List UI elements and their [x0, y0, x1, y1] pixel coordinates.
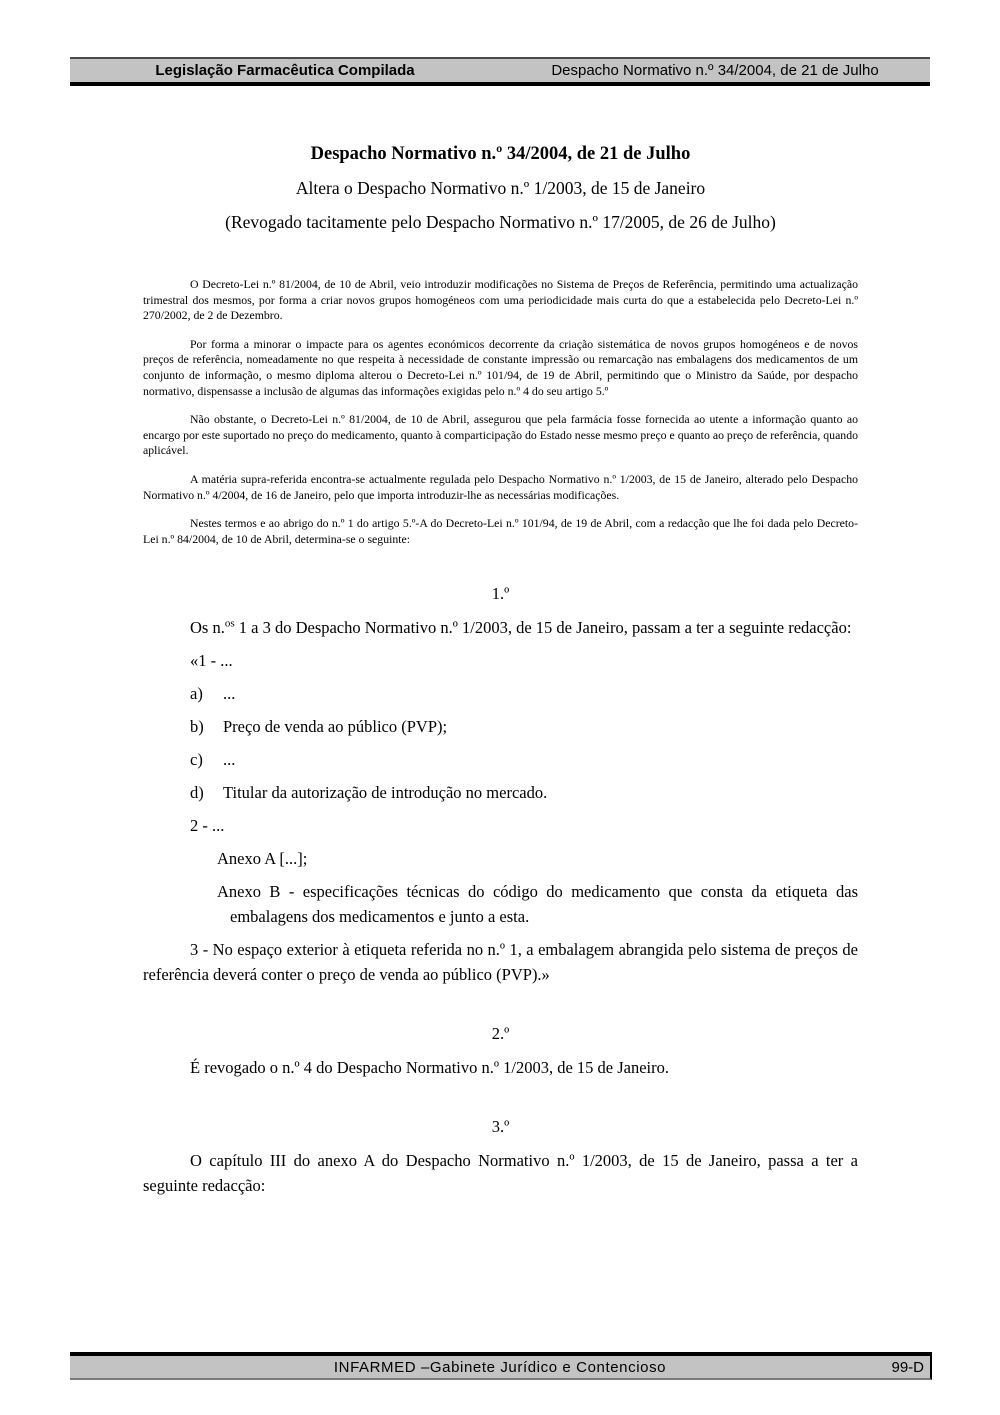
list-item-c	[190, 747, 858, 772]
revocation-note: (Revogado tacitamente pelo Despacho Normativo n.º 17/2005, de 26 de Julho)	[225, 212, 776, 232]
header-collection-title: Legislação Farmacêutica Compilada	[155, 62, 415, 79]
section-2-body: É revogado o n.º 4 do Despacho Normativo n.º 1/2003, de 15 de Janeiro.	[190, 1058, 669, 1078]
document-subtitle: Altera o Despacho Normativo n.º 1/2003, de 15 de Janeiro	[295, 178, 706, 198]
preamble-paragraph-1: O Decreto-Lei n.º 81/2004, de 10 de Abril, veio introduzir modificações no Sistema de Preços de Referência, permitindo uma actualização trimestral dos mesmos, por forma a criar novos grupos homogéneos com uma periodicidade mais curta do que a estabelecida pelo Decreto-Lei n.º 270/2002, de 2 de Dezembro.	[143, 277, 858, 323]
preamble-paragraph-5: Nestes termos e ao abrigo do n.º 1 do artigo 5.º-A do Decreto-Lei n.º 101/94, de 19 de Abril, com a redacção que lhe foi dada pelo Decreto-Lei n.º 84/2004, de 10 de Abril, determina-se o seguinte:	[143, 516, 858, 546]
list-item-b	[190, 714, 858, 739]
section-2-heading: 2.º	[491, 1024, 510, 1044]
section-1-intro-text-cont: 1 a 3 do Despacho Normativo n.º 1/2003, de 15 de Janeiro, passam a ter a seguinte redacção:	[234, 618, 852, 638]
list-item-letter: b)	[190, 717, 204, 737]
quoted-number-3: 3 - No espaço exterior à etiqueta referida no n.º 1, a embalagem abrangida pelo sistema de preços de referência deverá conter o preço de venda ao público (PVP).»	[143, 940, 858, 985]
list-item-letter: d)	[190, 783, 204, 803]
page-footer-bar	[70, 1352, 932, 1380]
preamble	[143, 277, 858, 547]
list-item-text: ...	[223, 750, 236, 770]
document-content	[143, 84, 858, 1198]
section-3-body: O capítulo III do anexo A do Despacho Normativo n.º 1/2003, de 15 de Janeiro, passa a ter a seguinte redacção:	[143, 1151, 858, 1196]
list-item-letter: c)	[190, 750, 203, 770]
list-item-d	[190, 780, 858, 805]
section-1-heading: 1.º	[491, 584, 510, 604]
header-document-reference: Despacho Normativo n.º 34/2004, de 21 de Julho	[551, 62, 879, 79]
anexo-a-line: Anexo A [...];	[217, 849, 308, 869]
section-3-heading: 3.º	[491, 1117, 510, 1137]
document-title: Despacho Normativo n.º 34/2004, de 21 de Julho	[310, 144, 691, 164]
section-1-intro	[143, 615, 858, 640]
quoted-number-1: «1 - ...	[190, 651, 233, 671]
section-1-intro-text: Os n.	[190, 618, 225, 638]
footer-page-number: 99-D	[891, 1358, 924, 1376]
list-item-text: Titular da autorização de introdução no mercado.	[223, 783, 548, 803]
preamble-paragraph-3: Não obstante, o Decreto-Lei n.º 81/2004, de 10 de Abril, assegurou que pela farmácia fosse fornecida ao utente a informação quanto ao encargo por este suportado no preço do medicamento, quanto à comparticipação do Estado nesse mesmo preço e quanto ao preço de referência, quando aplicável.	[143, 412, 858, 458]
footer-issuer: INFARMED –Gabinete Jurídico e Contencioso	[333, 1358, 667, 1376]
list-item-text: ...	[223, 684, 236, 704]
list-item-text: Preço de venda ao público (PVP);	[223, 717, 448, 737]
preamble-paragraph-2: Por forma a minorar o impacte para os agentes económicos decorrente da criação sistemática de novos grupos homogéneos e de novos preços de referência, nomeadamente no que respeita à necessidade de constante impressão ou remarcação nas embalagens dos medicamentos de um conjunto de informação, o mesmo diploma alterou o Decreto-Lei n.º 101/94, de 19 de Abril, permitindo que o Ministro da Saúde, por despacho normativo, dispensasse a inclusão de algumas das informações exigidas pelo n.º 4 do seu artigo 5.º	[143, 336, 858, 398]
list-item-a	[190, 681, 858, 706]
section-1-intro-superscript: os	[224, 617, 235, 630]
page-header-bar	[70, 57, 930, 86]
quoted-number-2: 2 - ...	[190, 816, 225, 836]
list-item-letter: a)	[190, 684, 203, 704]
preamble-paragraph-4: A matéria supra-referida encontra-se actualmente regulada pelo Despacho Normativo n.º 1/2003, de 15 de Janeiro, alterado pelo Despacho Normativo n.º 4/2004, de 16 de Janeiro, pelo que importa introduzir-lhe as necessárias modificações.	[143, 471, 858, 502]
anexo-b-line: Anexo B - especificações técnicas do código do medicamento que consta da etiqueta das embalagens dos medicamentos e junto a esta.	[217, 882, 858, 927]
